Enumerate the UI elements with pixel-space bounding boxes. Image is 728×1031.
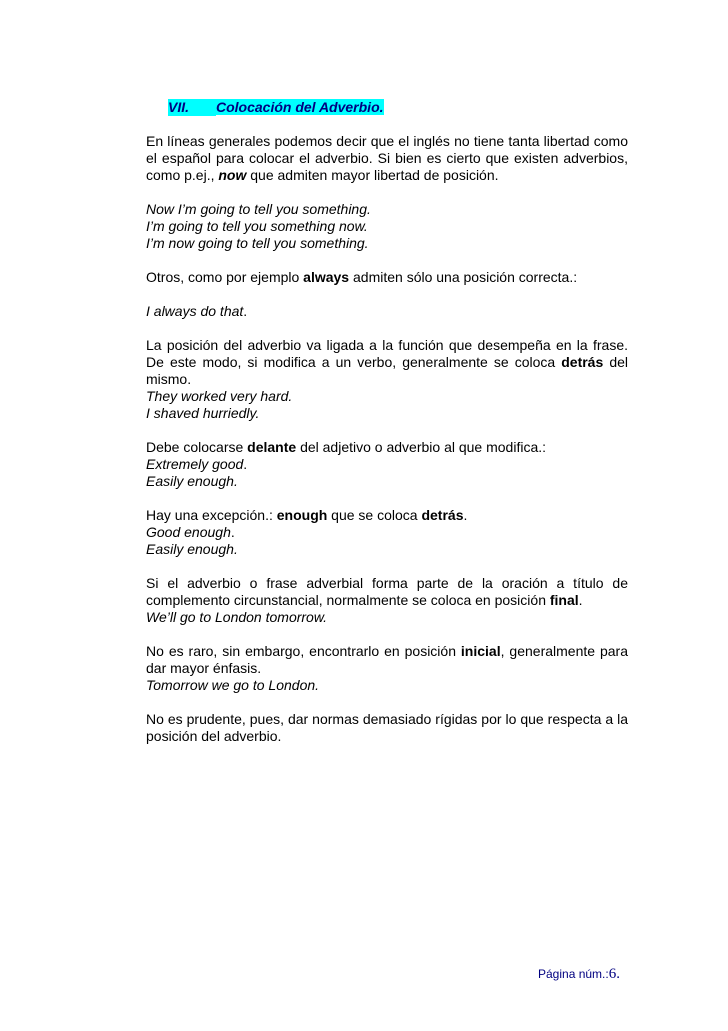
text: del adjetivo o adverbio al que modifica.: xyxy=(296,439,547,455)
paragraph-inicial xyxy=(146,643,628,694)
keyword-delante: delante xyxy=(247,439,297,455)
example-text: Extremely good xyxy=(146,456,244,472)
keyword-always: always xyxy=(303,269,350,285)
text: que se coloca xyxy=(327,507,422,523)
examples-now xyxy=(146,201,628,252)
text: . xyxy=(578,592,583,608)
keyword-detras: detrás xyxy=(561,354,604,370)
text: En líneas generales podemos decir que el inglés no tiene tanta libertad como el español para colocar el adverbio. Si bien es cierto que existen adverbios, como p.ej., xyxy=(146,133,628,183)
example-line: We’ll go to London tomorrow. xyxy=(146,609,328,625)
keyword-final: final xyxy=(549,592,579,608)
paragraph-verb xyxy=(146,337,628,422)
text: Otros, como por ejemplo xyxy=(146,269,304,285)
example-line xyxy=(146,456,628,473)
text: admiten sólo una posición correcta.: xyxy=(349,269,578,285)
text: . xyxy=(463,507,468,523)
text: Si el adverbio o frase adverbial forma parte de la oración a título de complemento circunstancial, normalmente se coloca en posición xyxy=(146,575,628,608)
example-line: Tomorrow we go to London. xyxy=(146,677,320,693)
paragraph-always xyxy=(146,269,628,286)
page-body xyxy=(146,99,628,762)
example-line: Now I’m going to tell you something. xyxy=(146,201,371,217)
example-always xyxy=(146,303,628,320)
text: Hay una excepción.: xyxy=(146,507,277,523)
text: No es raro, sin embargo, encontrarlo en posición xyxy=(146,643,461,659)
keyword-now: now xyxy=(218,167,247,183)
keyword-detras: detrás xyxy=(421,507,464,523)
example-line: They worked very hard. xyxy=(146,388,293,404)
section-title: Colocación del Adverbio. xyxy=(216,99,384,115)
example-line: I always do that xyxy=(146,303,244,319)
text: . xyxy=(243,456,248,472)
text: . xyxy=(243,303,248,319)
page-number: 6. xyxy=(608,966,620,982)
example-line xyxy=(146,524,628,541)
page-footer xyxy=(538,966,620,983)
page-label: Página núm.: xyxy=(538,967,609,981)
section-heading xyxy=(146,99,628,116)
text: . xyxy=(230,524,235,540)
paragraph-delante xyxy=(146,439,628,490)
section-number: VII. xyxy=(168,99,216,116)
paragraph-intro xyxy=(146,133,628,184)
example-line: I’m going to tell you something now. xyxy=(146,218,368,234)
paragraph-final xyxy=(146,575,628,626)
keyword-enough: enough xyxy=(276,507,328,523)
text: que admiten mayor libertad de posición. xyxy=(246,167,499,183)
example-line: I shaved hurriedly. xyxy=(146,405,260,421)
text: Debe colocarse xyxy=(146,439,248,455)
example-text: Good enough xyxy=(146,524,231,540)
example-line: Easily enough. xyxy=(146,473,238,489)
paragraph-conclusion: No es prudente, pues, dar normas demasiado rígidas por lo que respecta a la posición del adverbio. xyxy=(146,711,628,744)
text: La posición del adverbio va ligada a la función que desempeña en la frase. De este modo, si modifica a un verbo, generalmente se coloca xyxy=(146,337,628,370)
text: del mismo. xyxy=(146,354,629,387)
keyword-inicial: inicial xyxy=(460,643,501,659)
example-line: Easily enough. xyxy=(146,541,238,557)
paragraph-exception xyxy=(146,507,628,558)
text: , generalmente para dar mayor énfasis. xyxy=(146,643,628,676)
example-line: I’m now going to tell you something. xyxy=(146,235,369,251)
